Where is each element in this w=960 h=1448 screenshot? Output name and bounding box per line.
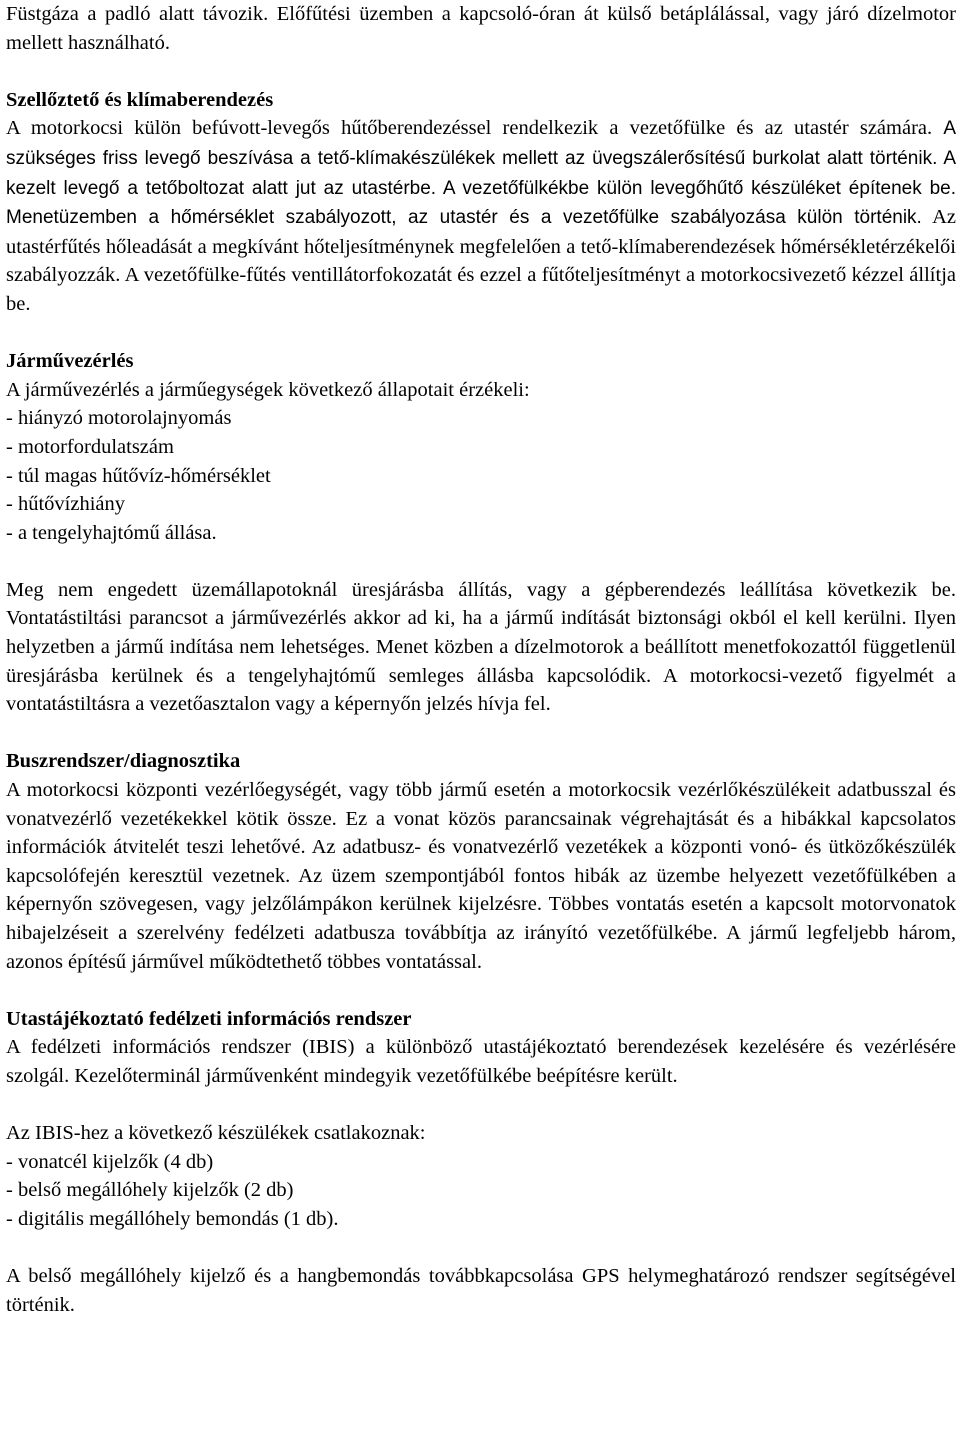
list-item: - digitális megállóhely bemondás (1 db). bbox=[6, 1207, 339, 1230]
paragraph-gap bbox=[6, 976, 956, 1005]
paragraph-gap bbox=[6, 319, 956, 348]
list-item: - motorfordulatszám bbox=[6, 435, 174, 458]
ibis-devices-intro: Az IBIS-hez a következő készülékek csatlakoznak: bbox=[6, 1122, 426, 1145]
hvac-heading: Szellőztető és klímaberendezés bbox=[6, 88, 274, 111]
ibis-devices-list bbox=[6, 1148, 956, 1234]
list-item: - belső megállóhely kijelzők (2 db) bbox=[6, 1179, 294, 1202]
hvac-sentence-1: A motorkocsi külön befúvott-levegős hűtőberendezéssel rendelkezik a vezetőfülke és az utastér számára. bbox=[6, 117, 933, 140]
hvac-sentence-2: A szükséges friss levegő beszívása a tető-klímakészülékek mellett az üvegszálerősítésű burkolat alatt történik. A kezelt levegő a tetőboltozat alatt jut az utastérbe. A vezetőfülkékbe külön levegőhűtő készüléket építenek be. Menetüzemben a hőmérséklet szabályozott, az utastér és a vezetőfülke szabályozása külön történik. bbox=[6, 118, 957, 229]
list-item: - hiányzó motorolajnyomás bbox=[6, 407, 232, 430]
hvac-sentence-3: Az utastérfűtés hőleadását a megkívánt hőteljesítménynek megfelelően a tető-klímaberendezések hőmérsékletérzékelői szabályozzák. A vezetőfülke-fűtés ventillátorfokozatát és ezzel a fűtőteljesítményt a motorkocsivezető kézzel állítja be. bbox=[6, 206, 957, 315]
vehicle-control-paragraph: Meg nem engedett üzemállapotoknál üresjárásba állítás, vagy a gépberendezés leállítása következik be. Vontatástiltási parancsot a járművezérlés akkor ad ki, ha a jármű indítását biztonsági okból el kell kerülni. Ilyen helyzetben a jármű indítása nem lehetséges. Menet közben a dízelmotorok a beállított menetfokozattól függetlenül üresjárásba kerülnek és a tengelyhajtómű semleges állásba kapcsolódik. A motorkocsi-vezető figyelmét a vontatástiltásra a vezetőasztalon vagy a képernyőn jelzés hívja fel. bbox=[6, 578, 956, 716]
ibis-heading: Utastájékoztató fedélzeti információs rendszer bbox=[6, 1007, 412, 1030]
vehicle-control-intro: A járművezérlés a járműegységek következő állapotait érzékeli: bbox=[6, 378, 530, 401]
ibis-paragraph: A fedélzeti információs rendszer (IBIS) a különböző utastájékoztató berendezések kezelésére és vezérlésére szolgál. Kezelőterminál járművenként mindegyik vezetőfülkébe beépítésre került. bbox=[6, 1036, 956, 1087]
bus-paragraph: A motorkocsi központi vezérlőegységét, vagy több jármű esetén a motorkocsik vezérlőkészülékeit adatbusszal és vonatvezérlő vezetékekkel kötik össze. Ez a vonat közös parancsainak végrehajtását és a hibákkal kapcsolatos információk átvitelét teszi lehetővé. Az adatbusz- és vonatvezérlő vezetékek a központi vonó- és ütközőkészülék kapcsolófején keresztül vezetnek. Az üzem szempontjából fontos hibák az üzembe helyezett vezetőfülkében a képernyőn szövegesen, vagy jelzőlámpákon kerülnek kijelzésre. Többes vontatás esetén a kapcsolt motorvonatok hibajelzéseit a szerelvény fedélzeti adatbusza továbbítja az irányító vezetőfülkébe. A jármű legfeljebb három, azonos építésű járművel működtethető többes vontatással. bbox=[6, 779, 956, 973]
document-page bbox=[6, 0, 956, 1319]
paragraph-gap bbox=[6, 1091, 956, 1120]
vehicle-control-list bbox=[6, 404, 956, 547]
paragraph-gap bbox=[6, 547, 956, 576]
list-item: - a tengelyhajtómű állása. bbox=[6, 521, 217, 544]
vehicle-control-heading: Járművezérlés bbox=[6, 350, 134, 373]
paragraph-gap bbox=[6, 1234, 956, 1263]
paragraph-gap bbox=[6, 719, 956, 748]
ibis-closing-paragraph: A belső megállóhely kijelző és a hangbemondás továbbkapcsolása GPS helymeghatározó rendszer segítségével történik. bbox=[6, 1265, 956, 1316]
list-item: - hűtővízhiány bbox=[6, 493, 125, 516]
intro-paragraph: Füstgáza a padló alatt távozik. Előfűtési üzemben a kapcsoló-óran át külső betáplálással, vagy járó dízelmotor mellett használható. bbox=[6, 3, 956, 54]
paragraph-gap bbox=[6, 57, 956, 86]
list-item: - túl magas hűtővíz-hőmérséklet bbox=[6, 464, 271, 487]
bus-heading: Buszrendszer/diagnosztika bbox=[6, 750, 241, 773]
list-item: - vonatcél kijelzők (4 db) bbox=[6, 1150, 214, 1173]
hvac-paragraph bbox=[6, 114, 956, 318]
